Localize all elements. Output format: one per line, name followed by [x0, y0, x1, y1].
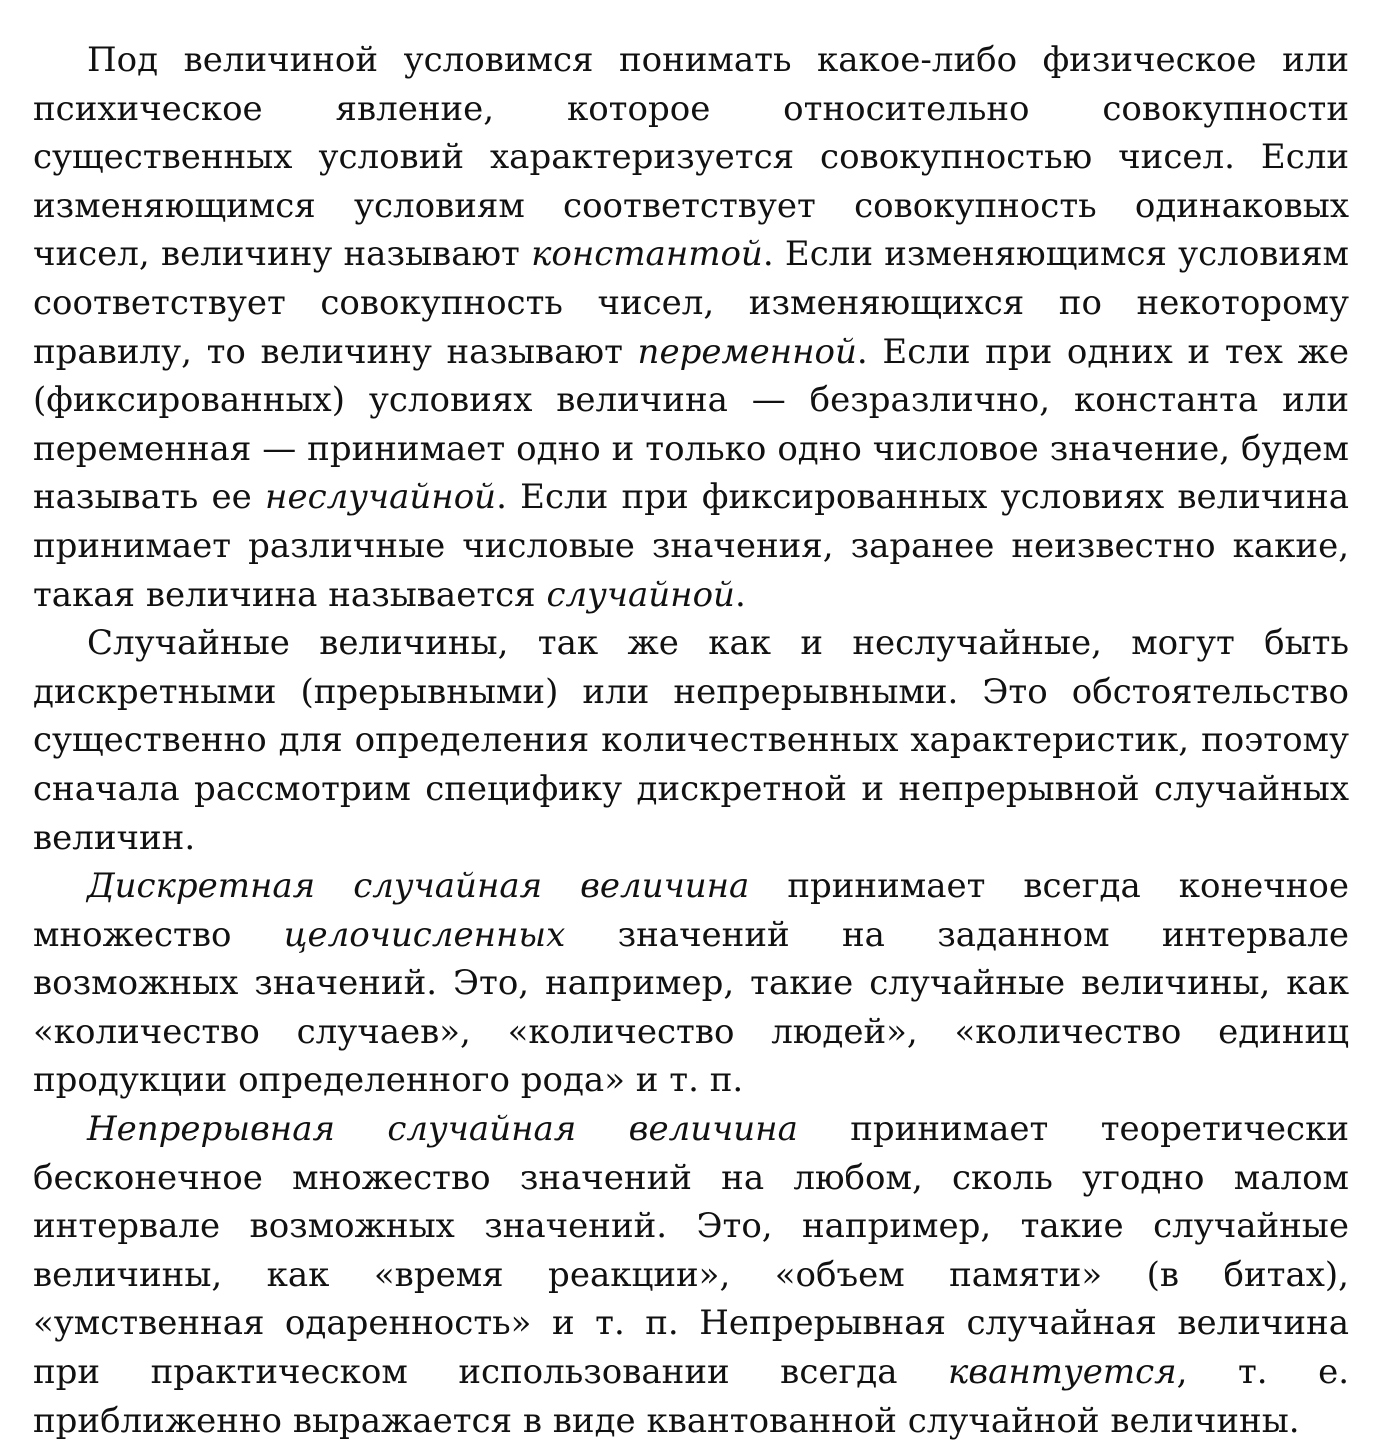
- term-random: случайной: [546, 574, 735, 615]
- term-quantized: квантуется: [948, 1352, 1177, 1393]
- text-segment: Под величиной условимся понимать какое-либо физическое или психическое явление, которое относительно совокупности существенных условий характеризуется совокупностью чисел. Если изменяющимся условиям соответствует совокупность одинаковых чисел, величину называют: [33, 40, 1349, 275]
- text-segment: . Если изменяющимся условиям соответствует совокупность чисел, изменяющихся по некоторому правилу, то величину называют: [33, 234, 1349, 372]
- paragraph-continuous-random-variable: [33, 1105, 1349, 1445]
- term-discrete-random-variable: Дискретная случайная величина: [87, 866, 750, 907]
- text-segment: принимает теоретически бесконечное множество значений на любом, сколь угодно малом интервале возможных значений. Это, например, такие случайные величины, как «время реакции», «объем памяти» (в битах), «умственная одаренность» и т. п. Непрерывная случайная величина при практическом использовании всегда: [33, 1109, 1349, 1393]
- text-segment: , т. е. приближенно выражается в виде квантованной случайной величины.: [33, 1352, 1349, 1441]
- text-segment: .: [734, 574, 746, 615]
- document-page: [33, 36, 1349, 1446]
- paragraph-discrete-or-continuous: [33, 619, 1349, 862]
- text-segment: . Если при фиксированных условиях величина принимает различные числовые значения, заранее неизвестно какие, такая величина называется: [33, 477, 1349, 615]
- text-segment: принимает всегда конечное множество: [33, 866, 1349, 955]
- term-continuous-random-variable: Непрерывная случайная величина: [87, 1109, 798, 1150]
- text-segment: Случайные величины, так же как и неслучайные, могут быть дискретными (прерывными) или непрерывными. Это обстоятельство существенно для определения количественных характеристик, поэтому сначала рассмотрим специфику дискретной и непрерывной случайных величин.: [33, 623, 1349, 858]
- text-segment: значений на заданном интервале возможных значений. Это, например, такие случайные величины, как «количество случаев», «количество людей», «количество единиц продукции определенного рода» и т. п.: [33, 914, 1349, 1101]
- paragraph-discrete-random-variable: [33, 862, 1349, 1105]
- term-constant: константой: [531, 234, 763, 275]
- term-variable: переменной: [637, 331, 857, 372]
- text-segment: . Если при одних и тех же (фиксированных) условиях величина — безразлично, константа или переменная — принимает одно и только одно числовое значение, будем называть ее: [33, 331, 1349, 518]
- term-nonrandom: неслучайной: [265, 477, 497, 518]
- term-integer: целочисленных: [283, 914, 566, 955]
- paragraph-definition-of-quantity: [33, 36, 1349, 619]
